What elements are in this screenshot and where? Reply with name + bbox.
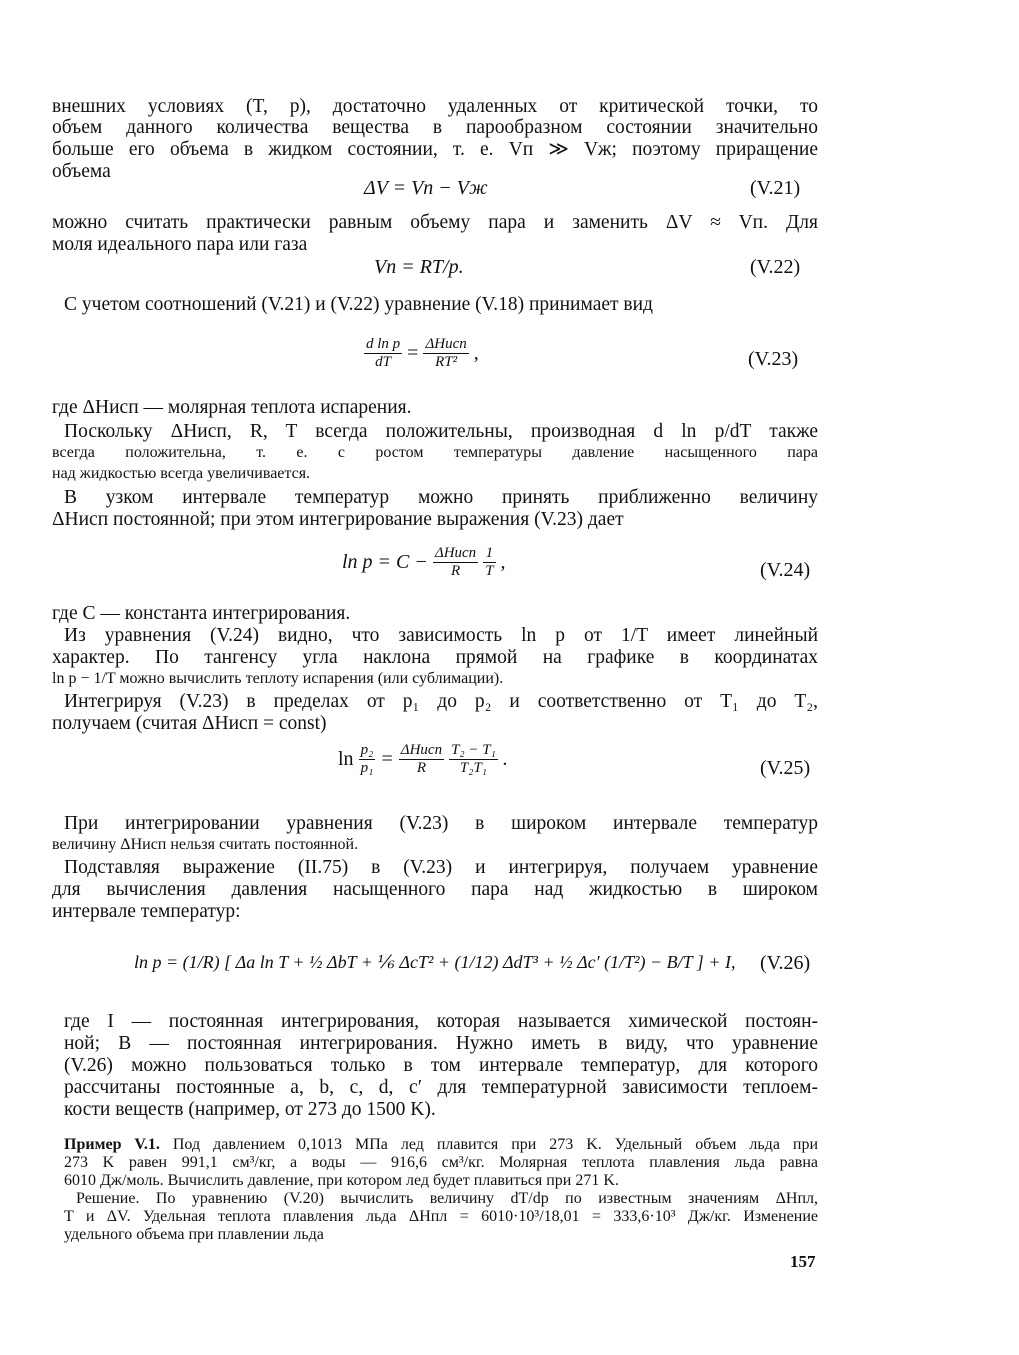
text-line: В узком интервале температур можно принять приближенно величину bbox=[64, 487, 818, 508]
equation-v23: $\frac{\text{d ln p}}{dT}$ = $\frac{\text{ΔHисп}}{\text{RT²}}$ , bbox=[366, 336, 479, 370]
text-line: ной; B — постоянная интегрирования. Нужно иметь в виду, что уравнение bbox=[64, 1033, 818, 1054]
fraction: $\frac{\text{p₂}}{\text{p₁}}$ bbox=[360, 742, 374, 776]
equation-number: (V.25) bbox=[760, 757, 811, 779]
page-number: 157 bbox=[790, 1252, 816, 1271]
equation-number: (V.21) bbox=[750, 177, 801, 199]
example-title: Пример V.1. bbox=[64, 1136, 160, 1153]
equation-v22: Vп = RT/p. bbox=[374, 256, 464, 278]
text-line: Поскольку ΔHисп, R, T всегда положительны, производная d ln p/dT также bbox=[64, 421, 818, 442]
text-line: ΔHисп постоянной; при этом интегрирование выражения (V.23) дает bbox=[52, 509, 624, 530]
fraction: $\frac{\text{T₂ − T₁}}{\text{T₂T₁}}$ bbox=[451, 742, 496, 776]
text-line: Подставляя выражение (II.75) в (V.23) и интегрируя, получаем уравнение bbox=[64, 857, 818, 878]
text-line: моля идеального пара или газа bbox=[52, 234, 308, 255]
text-line: характер. По тангенсу угла наклона прямой на графике в координатах bbox=[52, 647, 818, 668]
example-line: Пример V.1. Под давлением 0,1013 МПа лед плавится при 273 K. Удельный объем льда при bbox=[64, 1136, 819, 1153]
equation-number: (V.23) bbox=[748, 348, 799, 370]
text-line: над жидкостью всегда увеличивается. bbox=[52, 465, 311, 482]
text-line: можно считать практически равным объему пара и заменить ΔV ≈ Vп. Для bbox=[52, 212, 818, 233]
equation-v21: ΔV = Vп − Vж bbox=[364, 177, 488, 199]
fraction: $\frac{\text{ΔHисп}}{\text{RT²}}$ bbox=[425, 336, 467, 370]
text-line: где ΔHисп — молярная теплота испарения. bbox=[52, 397, 412, 418]
text-line: объем данного количества вещества в парообразном состоянии значительно bbox=[52, 117, 818, 138]
text-line: кости веществ (например, от 273 до 1500 K). bbox=[64, 1099, 436, 1120]
text-line: всегда положительна, т. е. с ростом температуры давление насыщенного пара bbox=[52, 444, 818, 461]
equation-v25: ln $\frac{\text{p₂}}{\text{p₁}}$ = $\frac{\text{ΔHисп}}{R}$ $\frac{\text{T₂ − T₁}}{\text{T₂T₁}}$ . bbox=[338, 742, 508, 776]
text-line: для вычисления давления насыщенного пара над жидкостью в широком bbox=[52, 879, 818, 900]
text-line: получаем (считая ΔHисп = const) bbox=[52, 713, 327, 734]
text-line: где I — постоянная интегрирования, которая называется химической постоян- bbox=[64, 1011, 818, 1032]
fraction: $\frac{1}{T}$ bbox=[485, 545, 494, 579]
equation-number: (V.22) bbox=[750, 256, 801, 278]
equation-number: (V.26) bbox=[760, 952, 811, 974]
text-line: Из уравнения (V.24) видно, что зависимость ln p от 1/T имеет линейный bbox=[64, 625, 818, 646]
text-line: (V.26) можно пользоваться только в том интервале температур, для которого bbox=[64, 1055, 818, 1076]
text-line: больше его объема в жидком состоянии, т. е. Vп ≫ Vж; поэтому приращение bbox=[52, 139, 818, 160]
example-line: 6010 Дж/моль. Вычислить давление, при котором лед будет плавиться при 271 K. bbox=[64, 1172, 619, 1189]
fraction: $\frac{\text{ΔHисп}}{R}$ bbox=[434, 545, 477, 579]
example-line: T и ΔV. Удельная теплота плавления льда ΔHпл = 6010·10³/18,01 = 333,6·10³ Дж/кг. Изменение bbox=[64, 1208, 818, 1225]
text-line: С учетом соотношений (V.21) и (V.22) уравнение (V.18) принимает вид bbox=[64, 294, 653, 315]
text-line: рассчитаны постоянные a, b, c, d, c′ для температурной зависимости теплоем- bbox=[64, 1077, 818, 1098]
example-line: 273 K равен 991,1 см³/кг, а воды — 916,6 см³/кг. Молярная теплота плавления льда равна bbox=[64, 1154, 818, 1171]
text-line: объема bbox=[52, 161, 111, 182]
text-line: ln p − 1/T можно вычислить теплоту испарения (или сублимации). bbox=[52, 670, 504, 687]
text-line: Интегрируя (V.23) в пределах от p₁ до p₂ и соответственно от T₁ до T₂, bbox=[64, 691, 818, 712]
fraction: $\frac{\text{d ln p}}{dT}$ bbox=[366, 336, 401, 370]
equation-v24: ln p = C − $\frac{\text{ΔHисп}}{R}$ $\frac{1}{T}$ , bbox=[342, 545, 506, 579]
fraction: $\frac{\text{ΔHисп}}{R}$ bbox=[400, 742, 443, 776]
example-line: Решение. По уравнению (V.20) вычислить величину dT/dp по известным значениям ΔHпл, bbox=[76, 1190, 818, 1207]
text-line: где C — константа интегрирования. bbox=[52, 603, 351, 624]
text-line: При интегрировании уравнения (V.23) в широком интервале температур bbox=[64, 813, 818, 834]
example-line: удельного объема при плавлении льда bbox=[64, 1226, 324, 1243]
text-line: интервале температур: bbox=[52, 901, 241, 922]
text-line: внешних условиях (T, p), достаточно удаленных от критической точки, то bbox=[52, 96, 818, 117]
equation-v26: ln p = (1/R) [ Δa ln T + ½ ΔbT + ⅙ ΔcT² + (1/12) ΔdT³ + ½ Δc′ (1/T²) − B/T ] + I, bbox=[134, 952, 736, 972]
text-line: величину ΔHисп нельзя считать постоянной. bbox=[52, 836, 359, 853]
equation-number: (V.24) bbox=[760, 559, 811, 581]
